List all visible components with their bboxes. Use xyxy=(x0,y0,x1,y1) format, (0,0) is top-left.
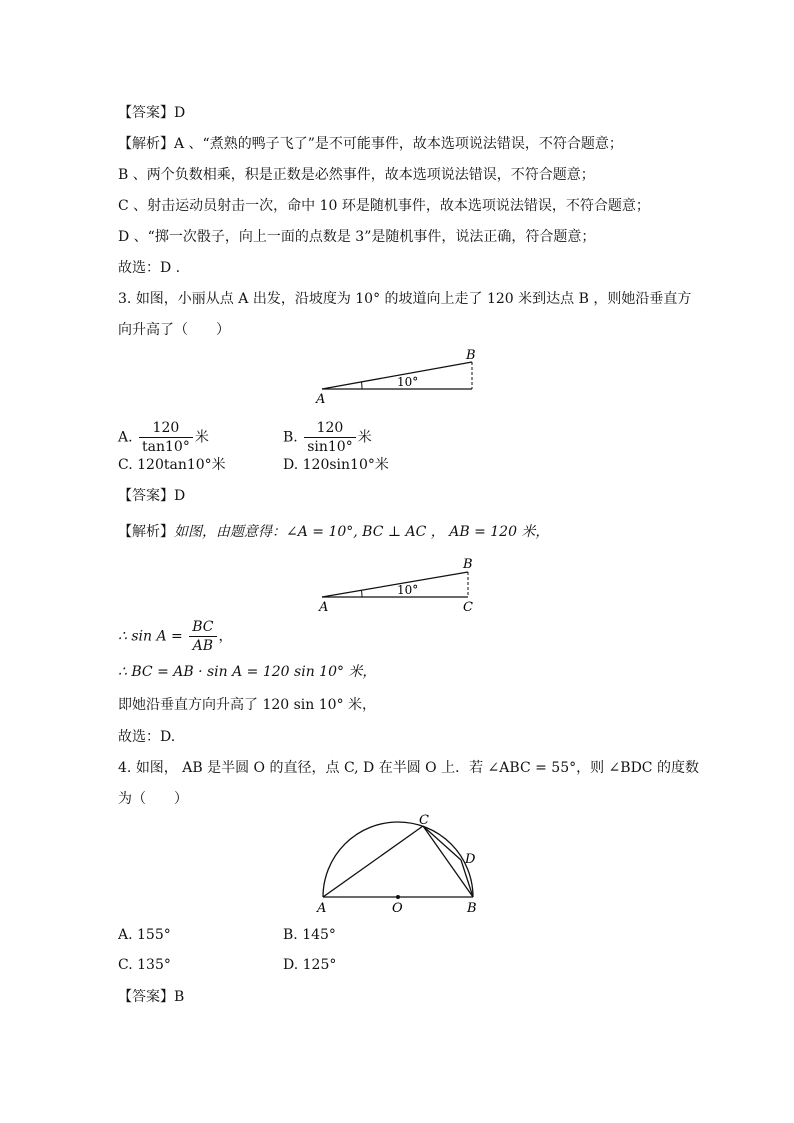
q3-slope-figure xyxy=(300,342,500,404)
chord-ac xyxy=(323,826,423,897)
q4-semicircle-figure xyxy=(305,810,495,916)
angle-label: 10° xyxy=(397,583,419,597)
question-number: 3. xyxy=(118,291,132,307)
fraction-numerator: BC xyxy=(189,618,216,637)
option-text: 155° xyxy=(137,927,171,943)
fraction-numerator: 120 xyxy=(304,419,356,438)
center-point-o xyxy=(396,895,400,899)
fraction-denominator: AB xyxy=(192,638,214,654)
fraction xyxy=(304,419,356,456)
option-text: 120tan10°米 xyxy=(137,457,226,473)
q3-option-c[interactable] xyxy=(118,455,226,475)
q3-step1 xyxy=(118,618,233,655)
label-b: B xyxy=(467,901,477,916)
q2-conclusion: 故选：D . xyxy=(118,260,181,276)
unit: 米 xyxy=(194,429,209,446)
q4-answer: 【答案】B xyxy=(118,989,185,1005)
label-c: C xyxy=(463,600,473,614)
q4-option-d[interactable] xyxy=(283,955,336,975)
analysis-label: 【解析】 xyxy=(118,524,174,540)
q4-stem-line2: 为（ ） xyxy=(118,791,188,807)
label-b: B xyxy=(463,557,473,572)
option-text: 145° xyxy=(302,927,336,943)
analysis-label: 【解析】 xyxy=(118,136,174,152)
step-prefix: ∴ sin A = xyxy=(118,628,188,645)
q3-analysis-line1 xyxy=(118,522,549,542)
option-text: 120sin10°米 xyxy=(302,457,389,473)
label-d: D xyxy=(465,852,476,867)
chord-cd xyxy=(423,826,461,860)
fraction xyxy=(139,419,193,456)
fraction-denominator: sin10° xyxy=(307,439,353,455)
angle-label: 10° xyxy=(397,375,419,389)
q3-option-a[interactable] xyxy=(118,419,209,456)
q3-stem-line1 xyxy=(118,289,691,309)
question-text: 如图， AB 是半圆 O 的直径，点 C, D 在半圆 O 上．若 ∠ABC = 55°，则 ∠BDC 的度数 xyxy=(135,760,699,776)
option-label: B. xyxy=(283,927,298,943)
option-label: C. xyxy=(118,957,133,973)
analysis-text: 如图，由题意得：∠A = 10°, BC ⊥ AC ， AB = 120 米， xyxy=(174,524,550,540)
q3-option-d[interactable] xyxy=(283,455,389,475)
label-a: A xyxy=(316,392,326,404)
q3-step3: 即她沿垂直方向升高了 120 sin 10° 米， xyxy=(118,697,377,713)
question-text: 如图，小丽从点 A 出发，沿坡度为 10° 的坡道向上走了 120 米到达点 B ，则她沿垂直方 xyxy=(135,291,692,307)
step-suffix: ， xyxy=(218,628,233,645)
label-a: A xyxy=(319,600,329,614)
angle-arc xyxy=(362,382,363,389)
option-label: A. xyxy=(118,429,133,446)
q2-answer: 【答案】D xyxy=(118,105,186,121)
q3-answer: 【答案】D xyxy=(118,488,186,504)
option-label: A. xyxy=(118,927,133,943)
option-label: B. xyxy=(283,429,298,446)
option-label: C. xyxy=(118,457,133,473)
q3-option-b[interactable] xyxy=(283,419,372,456)
label-a: A xyxy=(317,901,327,916)
q4-option-b[interactable] xyxy=(283,925,336,945)
slope-line-ab xyxy=(322,572,468,597)
q3-step2: ∴ BC = AB · sin A = 120 sin 10° 米， xyxy=(118,664,377,680)
question-number: 4. xyxy=(118,760,132,776)
option-text: 125° xyxy=(302,957,337,973)
semicircle-arc xyxy=(323,822,473,897)
q2-analysis-d: D 、“掷一次骰子，向上一面的点数是 3”是随机事件，说法正确，符合题意； xyxy=(118,229,596,245)
q2-analysis-b: B 、两个负数相乘，积是正数是必然事件，故本选项说法错误，不符合题意； xyxy=(118,167,595,183)
fraction-numerator: 120 xyxy=(139,419,193,438)
angle-arc xyxy=(362,591,363,598)
q4-stem-line1 xyxy=(118,758,699,778)
label-b: B xyxy=(466,348,476,363)
q3-conclusion: 故选：D. xyxy=(118,729,176,745)
label-c: C xyxy=(419,813,429,828)
q4-option-a[interactable] xyxy=(118,925,171,945)
q2-analysis-c: C 、射击运动员射击一次，命中 10 环是随机事件，故本选项说法错误，不符合题意； xyxy=(118,198,650,214)
q2-analysis-a xyxy=(118,134,623,154)
q4-option-c[interactable] xyxy=(118,955,171,975)
fraction-denominator: tan10° xyxy=(142,439,190,455)
option-label: D. xyxy=(283,457,299,473)
option-label: D. xyxy=(283,957,299,973)
option-text: 135° xyxy=(137,957,171,973)
analysis-text: A 、“煮熟的鸭子飞了”是不可能事件，故本选项说法错误，不符合题意； xyxy=(174,136,623,152)
q3-stem-line2: 向升高了（ ） xyxy=(118,322,230,338)
label-o: O xyxy=(392,901,403,916)
fraction xyxy=(189,618,216,655)
q3-analysis-figure xyxy=(305,552,495,614)
unit: 米 xyxy=(357,429,372,446)
